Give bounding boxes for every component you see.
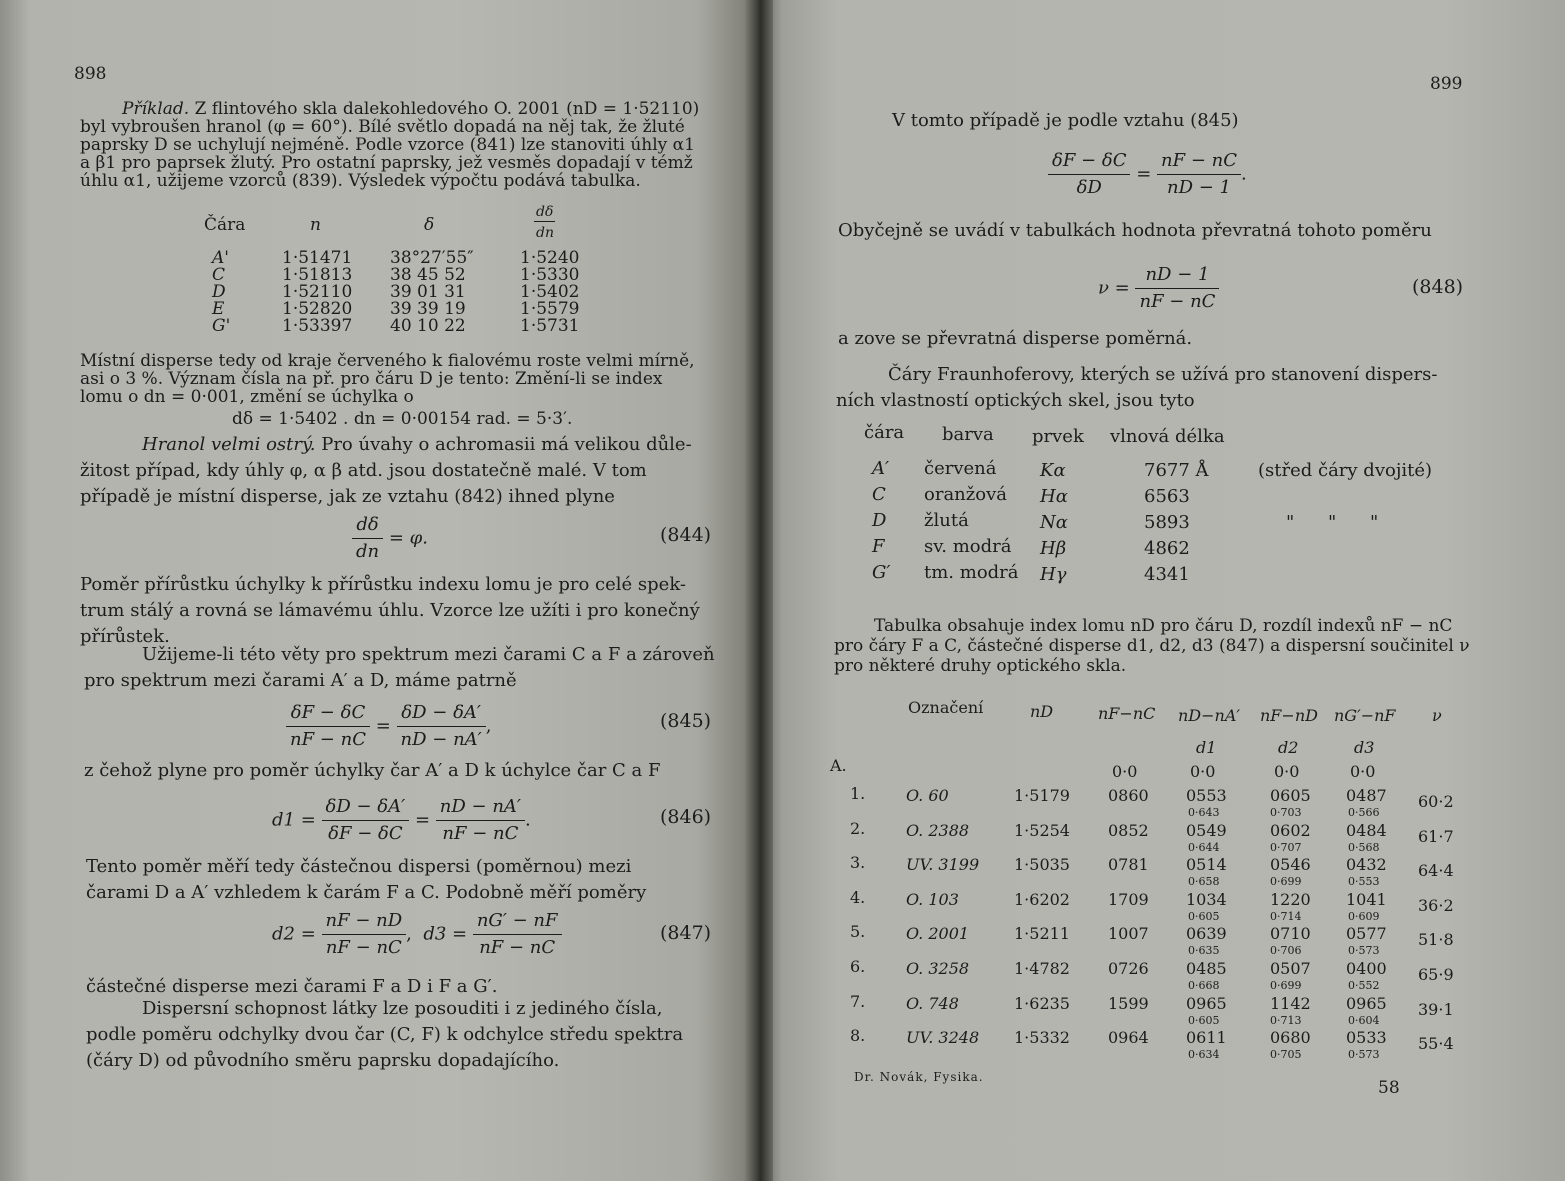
table-cell: 0553: [1186, 786, 1227, 805]
eq-lhs: ν =: [1098, 277, 1130, 299]
text-line: Poměr přírůstku úchylky k přírůstku indexu lomu je pro celé spek-: [80, 574, 686, 595]
table-cell: 1·5254: [1014, 820, 1070, 840]
table-cell: 0726: [1108, 959, 1149, 978]
table-cell: Hγ: [1040, 564, 1067, 585]
table-cell: 38°27′55″: [390, 248, 474, 268]
table-subcell: 0·553: [1348, 875, 1380, 889]
table-cell: 1·6235: [1014, 993, 1070, 1013]
table-subcell: 0·604: [1348, 1013, 1380, 1027]
table-subcell: 0·644: [1188, 840, 1220, 854]
eq-rhs: = φ.: [388, 527, 428, 549]
equation-number: (845): [660, 710, 712, 732]
example-paragraph: [80, 100, 699, 190]
eq-numerator: δF − δC: [286, 700, 370, 727]
text-line: ních vlastností optických skel, jsou tyto: [836, 390, 1195, 411]
table-cell: 0852: [1108, 820, 1149, 840]
equation-847: d2 = $\frac{nF - nD}{nF - nC}$ , d3 = $\frac{nG' - nF}{nF - nC}$: [272, 908, 562, 961]
table-cell: 0484: [1346, 820, 1387, 840]
table-header: prvek: [1032, 426, 1084, 447]
text-line: Místní disperse tedy od kraje červeného k fialovému roste velmi mírně,: [80, 351, 695, 371]
page-number: 899: [1430, 74, 1463, 94]
table-cell: C: [212, 265, 226, 285]
table-cell: 36·2: [1418, 895, 1454, 915]
table-subcell: 0·573: [1348, 1048, 1380, 1062]
table-cell: E: [212, 299, 225, 319]
table-row-label: A.: [830, 756, 847, 775]
table-cell: 51·8: [1418, 930, 1454, 950]
table-cell: 1034: [1186, 889, 1227, 909]
table-cell: 0602: [1270, 820, 1311, 840]
table-subcell: 0·605: [1188, 1013, 1220, 1027]
table-header: ν: [1432, 706, 1442, 725]
table-header: δ: [424, 215, 435, 235]
table-subcell: 0·658: [1188, 875, 1220, 889]
table-header: Označení: [908, 698, 984, 717]
table-header: barva: [942, 424, 994, 445]
eq-denominator: nF − nC: [479, 937, 556, 958]
text-line: úhlu α1, užijeme vzorců (839). Výsledek výpočtu podává tabulka.: [80, 171, 641, 191]
table-cell: G′: [872, 562, 891, 583]
table-cell: UV. 3199: [906, 855, 980, 875]
table-cell: oranžová: [924, 484, 1007, 505]
table-cell: 1·5179: [1014, 786, 1070, 805]
text-line: Pro úvahy o achromasii má velikou důle-: [321, 434, 692, 455]
table-cell: 0860: [1108, 786, 1149, 805]
table-cell: 1·5731: [520, 316, 580, 336]
table-cell: 1·5211: [1014, 924, 1070, 944]
text-line: a β1 pro paprsek žlutý. Pro ostatní paprsky, jež vesměs dopadají v témž: [80, 153, 693, 173]
fraunhofer-paragraph: [836, 362, 1437, 414]
eq-numerator: nG′ − nF: [473, 908, 562, 935]
left-page: [0, 0, 758, 1181]
table-subcell: 0·713: [1270, 1013, 1302, 1027]
table-cell: 1·53397: [282, 316, 353, 336]
table-cell: 40 10 22: [390, 316, 466, 336]
table-subcell: 0·552: [1348, 979, 1380, 992]
table-header: čára: [864, 422, 905, 443]
equation-number: (846): [660, 806, 712, 828]
table-header: nF−nC: [1098, 704, 1156, 723]
table-cell: 1·6202: [1014, 889, 1070, 909]
text-line: byl vybroušen hranol (φ = 60°). Bílé světlo dopadá na něj tak, že žluté: [80, 117, 685, 137]
equation-number: (844): [660, 524, 712, 546]
table-header: dδ: [536, 204, 554, 220]
text-line: Užijeme-li této věty pro spektrum mezi čarami C a F a zároveň: [142, 644, 715, 665]
table-cell: 0965: [1186, 993, 1227, 1013]
table-subcell: 0·706: [1270, 944, 1302, 958]
eq-denominator: nF − nC: [1139, 291, 1216, 312]
table-cell: O. 103: [906, 889, 959, 909]
text-line: podle poměru odchylky dvou čar (C, F) k odchylce středu spektra: [86, 1024, 684, 1045]
table-cell: 0680: [1270, 1028, 1311, 1048]
table-cell: 0432: [1346, 855, 1387, 875]
table-subcell: 0·643: [1188, 806, 1220, 819]
table-cell: 1041: [1346, 889, 1387, 909]
table-subcell: 0·699: [1270, 979, 1302, 992]
table-cell: C: [872, 484, 886, 505]
section-heading: Hranol velmi ostrý.: [142, 434, 316, 455]
table-subcell: 0·705: [1270, 1048, 1302, 1062]
footer-signature: Dr. Novák, Fysika.: [854, 1070, 984, 1084]
equation-844: [352, 512, 428, 565]
eq-numerator: dδ: [352, 512, 383, 539]
table-cell: 1·5035: [1014, 855, 1070, 875]
table-cell: 61·7: [1418, 826, 1454, 846]
table-cell: D: [212, 282, 226, 302]
table-cell: 1220: [1270, 889, 1311, 909]
table-cell: 0965: [1346, 993, 1387, 1013]
table-cell: 0546: [1270, 855, 1311, 875]
equation-inline: dδ = 1·5402 . dn = 0·00154 rad. = 5·3′.: [232, 409, 573, 429]
table-header: nG′−nF: [1334, 706, 1396, 725]
table-row-label: 3.: [850, 853, 866, 873]
table-cell: 1·5402: [520, 282, 580, 302]
table-cell: 4341: [1144, 564, 1190, 585]
table-cell: 1·5579: [520, 299, 580, 319]
table-cell: 5893: [1144, 512, 1190, 533]
table-cell: 0·0: [1112, 762, 1138, 781]
eq-denominator: nF − nC: [290, 729, 366, 750]
table-cell: 1·5240: [520, 248, 580, 268]
table-cell: 39·1: [1418, 999, 1454, 1019]
text-line: V tomto případě je podle vztahu (845): [892, 110, 1239, 131]
eq-denominator: nD − nA′: [400, 729, 482, 750]
equation-number: (848): [1412, 276, 1464, 298]
table-subcell: 0·699: [1270, 875, 1302, 889]
eq-numerator: nF − nC: [1157, 148, 1241, 175]
table-subcell: 0·707: [1270, 840, 1302, 854]
table-cell: 0·0: [1274, 762, 1300, 781]
table-cell: 7677 Å: [1144, 460, 1209, 481]
table-cell: 65·9: [1418, 965, 1454, 984]
text-line: pro spektrum mezi čarami A′ a D, máme patrně: [84, 670, 517, 691]
table-cell: 0639: [1186, 924, 1227, 944]
eq-numerator: δF − δC: [1048, 148, 1130, 175]
table-cell: 55·4: [1418, 1034, 1454, 1054]
equation-845: $\frac{\delta F - \delta C}{nF - nC}$ = $\frac{\delta D - \delta A'}{nD - nA'}$ ,: [286, 700, 492, 753]
table-cell: Kα: [1040, 460, 1066, 481]
table-cell: tm. modrá: [924, 562, 1019, 583]
text-line: Čáry Fraunhoferovy, kterých se užívá pro stanovení dispers-: [888, 364, 1438, 385]
table-subcell: 0·609: [1348, 909, 1380, 923]
table-cell: Nα: [1040, 512, 1068, 533]
table-cell: 0549: [1186, 820, 1227, 840]
eq-denominator: nD − 1: [1167, 177, 1232, 198]
table-cell: 64·4: [1418, 861, 1454, 881]
eq-lhs: d1 =: [272, 809, 316, 831]
table-cell: Hα: [1040, 486, 1068, 507]
table-cell: 1007: [1108, 924, 1149, 944]
text-line: pro některé druhy optického skla.: [834, 656, 1127, 676]
table-subcell: 0·573: [1348, 944, 1380, 958]
eq-numerator: δD − δA′: [397, 700, 486, 727]
table-cell: 39 39 19: [390, 299, 466, 319]
table-cell: G': [212, 316, 231, 336]
table-header: n: [310, 215, 321, 235]
table-cell: F: [872, 536, 885, 557]
table-cell: (střed čáry dvojité): [1258, 460, 1433, 481]
eq-numerator: nF − nD: [322, 908, 407, 935]
table-cell: 1709: [1108, 889, 1149, 909]
partial-paragraph: [86, 854, 646, 906]
table-row-label: 6.: [850, 957, 866, 976]
text-line: lomu o dn = 0·001, změní se úchylka o: [80, 387, 414, 407]
table-cell: A': [212, 248, 229, 268]
table-cell: 39 01 31: [390, 282, 466, 302]
eq-denominator: nF − nC: [325, 937, 402, 958]
text-line: přírůstek.: [80, 626, 170, 647]
equation-number: (847): [660, 922, 712, 944]
table-cell: 1·4782: [1014, 959, 1070, 978]
table-subheader: d2: [1278, 738, 1299, 757]
table-cell: 0400: [1346, 959, 1387, 978]
table-cell: 4862: [1144, 538, 1190, 559]
table-cell: O. 2388: [906, 820, 970, 840]
table-row-label: 7.: [850, 991, 866, 1011]
table-cell: 0577: [1346, 924, 1387, 944]
eq-denominator: nF − nC: [442, 823, 519, 844]
eq-numerator: δD − δA′: [322, 794, 410, 821]
text-line: paprsky D se uchylují nejméně. Podle vzorce (841) lze stanoviti úhly α1: [80, 135, 695, 155]
table-cell: O. 3258: [906, 959, 970, 978]
equation-848: [1098, 262, 1219, 315]
table-row-label: 4.: [850, 887, 866, 907]
text-line: (čáry D) od původního směru paprsku dopadajícího.: [86, 1050, 560, 1071]
table-cell: D: [872, 510, 887, 531]
table-cell: 0710: [1270, 924, 1311, 944]
table-cell: 1142: [1270, 993, 1311, 1013]
eq-numerator: nD − 1: [1135, 262, 1219, 289]
table-cell: 0964: [1108, 1028, 1149, 1048]
table-cell: 0487: [1346, 786, 1387, 805]
table-cell: 0·0: [1350, 762, 1376, 781]
table-cell: 0611: [1186, 1028, 1227, 1048]
example-label: Příklad.: [122, 99, 190, 119]
dispersive-paragraph: [86, 996, 683, 1074]
table-cell: 1·52110: [282, 282, 353, 302]
table-subheader: d3: [1354, 738, 1375, 757]
eq-denominator: δF − δC: [328, 823, 403, 844]
text-line: čarami D a A′ vzhledem k čarám F a C. Podobně měří poměry: [86, 882, 647, 903]
eq-numerator: nD − nA′: [436, 794, 525, 821]
table-cell: červená: [924, 458, 997, 479]
table-header: Čára: [204, 215, 246, 235]
table-subcell: 0·634: [1188, 1048, 1220, 1062]
table-header: nF−nD: [1260, 706, 1318, 725]
table-cell: 0507: [1270, 959, 1311, 978]
table-cell: 0485: [1186, 959, 1227, 978]
table-subcell: 0·605: [1188, 909, 1220, 923]
table-header: nD: [1030, 702, 1054, 721]
table-subcell: 0·566: [1348, 806, 1380, 819]
table-cell: 38 45 52: [390, 265, 466, 285]
table-cell: 0605: [1270, 786, 1311, 805]
table-cell: 6563: [1144, 486, 1190, 507]
table-subcell: 0·714: [1270, 909, 1302, 923]
table-cell: 0781: [1108, 855, 1149, 875]
eq-lhs: d2 =: [272, 923, 316, 945]
prism-paragraph: [80, 432, 692, 510]
table-cell: 1·5332: [1014, 1028, 1070, 1048]
sheet-number: 58: [1378, 1078, 1400, 1098]
table-cell: O. 2001: [906, 924, 970, 944]
equation-a: $\frac{\delta F - \delta C}{\delta D}$ = $\frac{nF - nC}{nD - 1}$ .: [1048, 148, 1247, 201]
table-cell: 1·51813: [282, 265, 353, 285]
table-cell: 1·51471: [282, 248, 353, 268]
table-subcell: 0·703: [1270, 806, 1302, 819]
text-line: a zove se převratná disperse poměrná.: [838, 328, 1193, 349]
equation-846: d1 = $\frac{\delta D - \delta A'}{\delta F - \delta C}$ = $\frac{nD - nA'}{nF - nC}$ .: [272, 794, 531, 847]
text-line: asi o 3 %. Význam čísla na př. pro čáru D je tento: Změní-li se index: [80, 369, 663, 389]
text-line: Z flintového skla dalekohledového O. 2001 (nD = 1·52110): [194, 99, 700, 119]
text-line: pro čáry F a C, částečné disperse d1, d2, d3 (847) a dispersní součinitel ν: [834, 636, 1470, 656]
table-header: vlnová délka: [1110, 426, 1225, 447]
local-dispersion-paragraph: [80, 352, 695, 406]
table-row-label: 2.: [850, 818, 866, 838]
text-line: případě je místní disperse, jak ze vztahu (842) ihned plyne: [80, 486, 615, 507]
table-header: dn: [536, 225, 554, 241]
table-row-label: 5.: [850, 922, 866, 942]
table-row-label: 1.: [850, 784, 866, 803]
text-line: Dispersní schopnost látky lze posouditi i z jediného čísla,: [142, 998, 663, 1019]
table-subcell: 0·635: [1188, 944, 1220, 958]
text-line: Tento poměr měří tedy částečnou dispersi (poměrnou) mezi: [86, 856, 632, 877]
table-cell: UV. 3248: [906, 1028, 980, 1048]
table-cell: 0·0: [1190, 762, 1216, 781]
table-cell: 1599: [1108, 993, 1149, 1013]
text-line: trum stálý a rovná se lámavému úhlu. Vzorce lze užíti i pro konečný: [80, 600, 700, 621]
table-cell: 1·52820: [282, 299, 353, 319]
table-cell: Hβ: [1040, 538, 1067, 559]
book-gutter: [745, 0, 773, 1181]
right-page: [758, 0, 1565, 1181]
table-cell: 0514: [1186, 855, 1227, 875]
text-line: Obyčejně se uvádí v tabulkách hodnota převratná tohoto poměru: [838, 220, 1432, 241]
table-row-label: 8.: [850, 1026, 866, 1046]
table-cell: 1·5330: [520, 265, 580, 285]
eq-denominator: dn: [356, 541, 380, 562]
ratio-paragraph: [80, 572, 700, 650]
text-line: částečné disperse mezi čarami F a D i F a G′.: [86, 976, 498, 997]
table-subcell: 0·568: [1348, 840, 1380, 854]
table-cell: žlutá: [924, 510, 969, 531]
apply-paragraph: [80, 642, 715, 694]
text-line: Tabulka obsahuje index lomu nD pro čáru D, rozdíl indexů nF − nC: [874, 616, 1453, 636]
table-description: [834, 616, 1470, 676]
table-cell: 60·2: [1418, 792, 1454, 811]
table-cell: O. 748: [906, 993, 959, 1013]
text-line: žitost případ, kdy úhly φ, α β atd. jsou dostatečně malé. V tom: [80, 460, 647, 481]
table-cell: sv. modrá: [924, 536, 1012, 557]
table-subcell: 0·668: [1188, 979, 1220, 992]
table-cell: 0533: [1346, 1028, 1387, 1048]
table-cell: A′: [872, 458, 890, 479]
text-line: z čehož plyne pro poměr úchylky čar A′ a D k úchylce čar C a F: [84, 760, 661, 781]
table-subheader: d1: [1196, 738, 1217, 757]
eq-lhs: d3 =: [423, 923, 468, 945]
table-cell: " " ": [1286, 512, 1379, 533]
eq-denominator: δD: [1076, 177, 1102, 198]
table-cell: O. 60: [906, 786, 949, 805]
table-header: nD−nA′: [1178, 706, 1241, 725]
page-number: 898: [74, 64, 107, 84]
